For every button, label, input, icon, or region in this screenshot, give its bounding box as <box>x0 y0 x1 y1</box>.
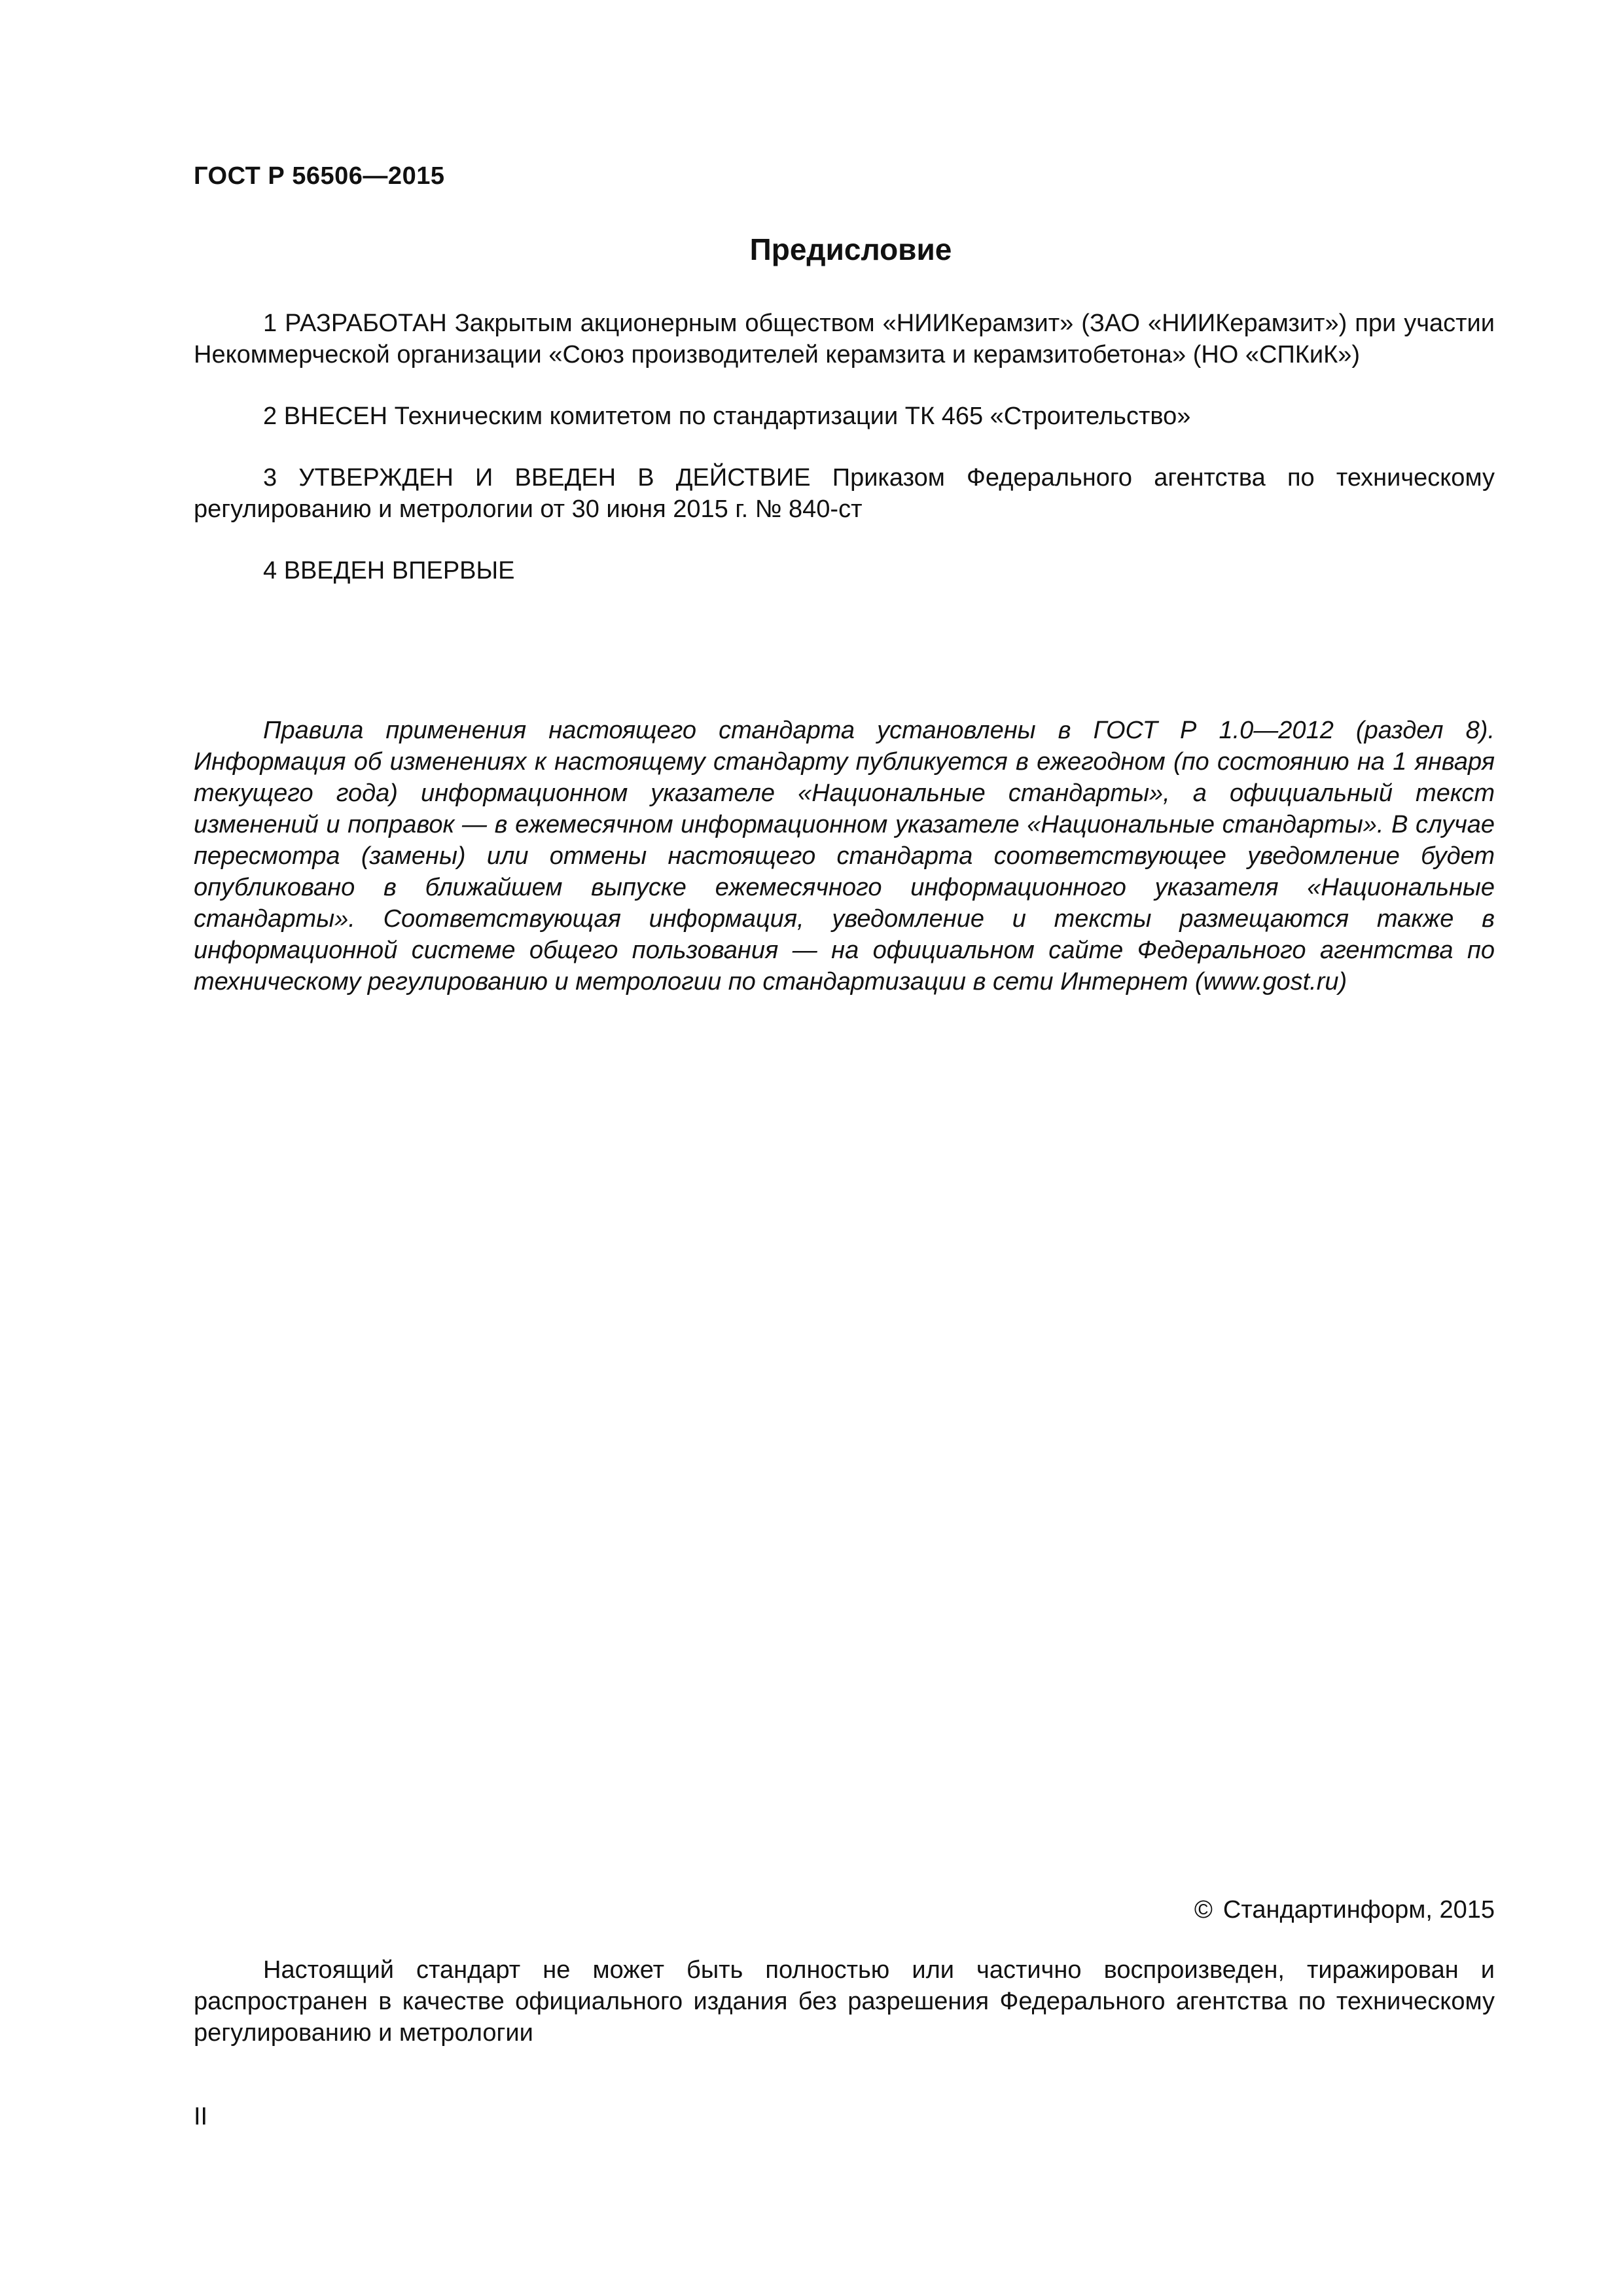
copyright-line <box>194 1896 1495 1924</box>
document-code: ГОСТ Р 56506—2015 <box>194 162 445 190</box>
page-title: Предисловие <box>749 232 952 266</box>
foreword-item-1: 1 РАЗРАБОТАН Закрытым акционерным обществом «НИИКерамзит» (ЗАО «НИИКерамзит») при участии Некоммерческой организации «Союз производителей керамзита и керамзитобетона» (НО «СПКиК») <box>194 310 1495 368</box>
foreword-item-4: 4 ВВЕДЕН ВПЕРВЫЕ <box>263 557 515 584</box>
reproduction-rights-notice: Настоящий стандарт не может быть полностью или частично воспроизведен, тиражирован и распространен в качестве официального издания без разрешения Федерального агентства по техническому регулированию и метрологии <box>194 1956 1495 2047</box>
application-rules-notice: Правила применения настоящего стандарта установлены в ГОСТ Р 1.0—2012 (раздел 8). Информация об изменениях к настоящему стандарту публикуется в ежегодном (по состоянию на 1 января текущего года) информационном указателе «Национальные стандарты», а официальный текст изменений и поправок — в ежемесячном информационном указателе «Национальные стандарты». В случае пересмотра (замены) или отмены настоящего стандарта соответствующее уведомление будет опубликовано в ближайшем выпуске ежемесячного информационного указателя «Национальные стандарты». Соответствующая информация, уведомление и тексты размещаются также в информационной системе общего пользования — на официальном сайте Федерального агентства по техническому регулированию и метрологии по стандартизации в сети Интернет (www.gost.ru) <box>194 717 1495 996</box>
copyright-symbol: © <box>1194 1896 1213 1924</box>
foreword-items <box>194 308 1495 617</box>
page-number: II <box>194 2103 208 2130</box>
foreword-item-3: 3 УТВЕРЖДЕН И ВВЕДЕН В ДЕЙСТВИЕ Приказом Федерального агентства по техническому регулированию и метрологии от 30 июня 2015 г. № 840-ст <box>194 464 1495 523</box>
copyright-text: Стандартинформ, 2015 <box>1222 1896 1495 1924</box>
foreword-item-2: 2 ВНЕСЕН Техническим комитетом по стандартизации ТК 465 «Строительство» <box>263 403 1191 430</box>
